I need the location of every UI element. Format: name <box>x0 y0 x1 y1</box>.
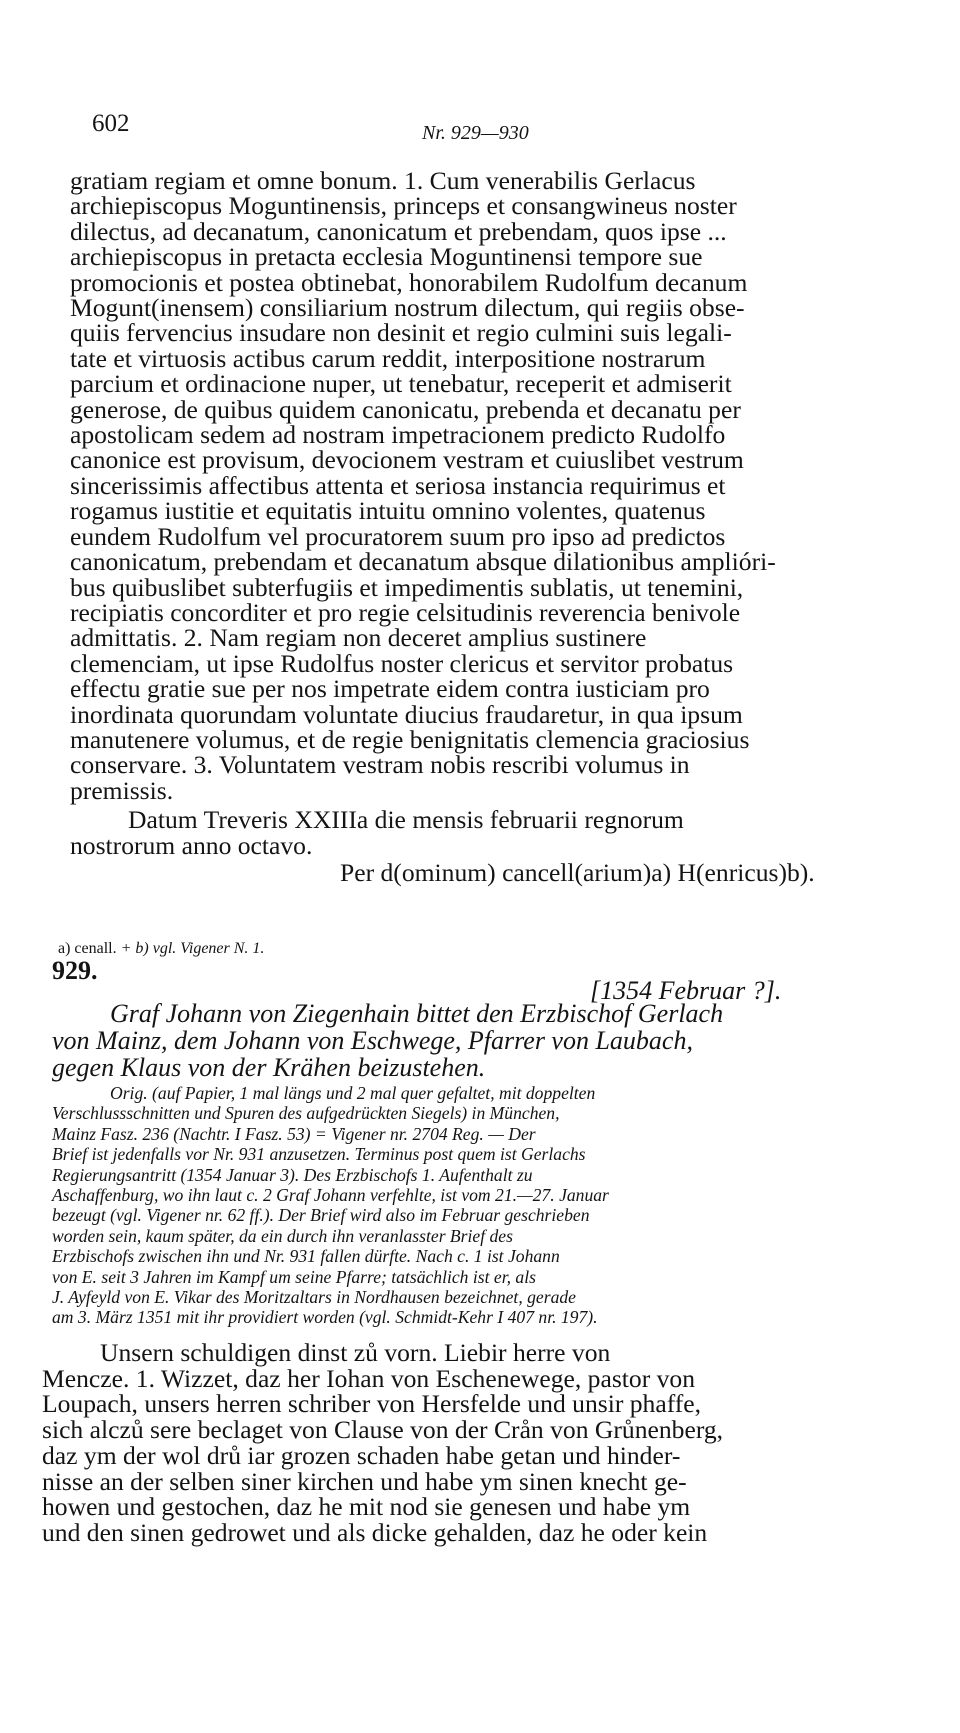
regest-line: von Mainz, dem Johann von Eschwege, Pfarrer von Laubach, <box>52 1026 693 1055</box>
document-date: [1354 Februar ?]. <box>590 976 782 1005</box>
letter-line: howen und gestochen, daz he mit nod sie genesen und habe ym <box>42 1492 691 1522</box>
note-line: von E. seit 3 Jahren im Kampf um seine Pfarre; tatsächlich ist er, als <box>52 1266 536 1287</box>
source-notes <box>52 1083 852 1328</box>
letter-line: und den sinen gedrowet und als dicke gehalden, daz he oder kein <box>42 1517 708 1547</box>
datum-line: Datum Treveris XXIIIa die mensis februarii regnorum <box>128 805 684 835</box>
text-line: bus quibuslibet subterfugiis et impedimentis sublatis, ut tenemini, <box>70 572 744 602</box>
text-line: promocionis et postea obtinebat, honorabilem Rudolfum decanum <box>70 267 748 297</box>
regest-line: gegen Klaus von der Krähen beizustehen. <box>52 1053 486 1082</box>
note-line: Erzbischofs zwischen ihn und Nr. 931 fallen dürfte. Nach c. 1 ist Johann <box>52 1246 560 1267</box>
note-line: Brief ist jedenfalls vor Nr. 931 anzusetzen. Terminus post quem ist Gerlachs <box>52 1144 586 1165</box>
text-line: quiis fervencius insudare non desinit et regio culmini suis legali- <box>70 318 732 348</box>
footnote-a: a) cenall. <box>58 940 117 957</box>
letter-line: nisse an der selben siner kirchen und habe ym sinen knecht ge- <box>42 1466 687 1496</box>
text-line: clemenciam, ut ipse Rudolfus noster clericus et servitor probatus <box>70 648 734 678</box>
letter-line: sich alczů sere beclaget von Clause von der Crån von Grůnenberg, <box>42 1415 724 1445</box>
note-line: Verschlussschnitten und Spuren des aufgedrückten Siegels) in München, <box>52 1103 560 1124</box>
text-line: admittatis. 2. Nam regiam non deceret amplius sustinere <box>70 623 647 653</box>
letter-text <box>42 1340 847 1546</box>
page-header <box>92 110 882 150</box>
page-number: 602 <box>92 110 130 137</box>
note-line: worden sein, kaum später, da ein durch ihn veranlasster Brief des <box>52 1225 513 1246</box>
text-line: manutenere volumus, et de regie benignitatis clemencia graciosius <box>70 724 750 754</box>
text-line: archiepiscopus in pretacta ecclesia Moguntinensi tempore sue <box>70 242 703 272</box>
note-line: Orig. (auf Papier, 1 mal längs und 2 mal quer gefaltet, mit doppelten <box>110 1083 596 1103</box>
letter-line: daz ym der wol drů iar grozen schaden habe getan und hinder- <box>42 1440 681 1470</box>
text-line: dilectus, ad decanatum, canonicatum et prebendam, quos ipse ... <box>70 216 727 246</box>
running-head: Nr. 929—930 <box>422 122 529 144</box>
note-line: Mainz Fasz. 236 (Nachtr. I Fasz. 53) = Vigener nr. 2704 Reg. — Der <box>52 1123 536 1144</box>
text-line: sincerissimis affectibus attenta et seriosa instancia requirimus et <box>70 470 726 500</box>
text-line: effectu gratie sue per nos impetrate eidem contra iusticiam pro <box>70 674 710 704</box>
regest-line: Graf Johann von Ziegenhain bittet den Erzbischof Gerlach <box>110 999 724 1028</box>
note-line: am 3. März 1351 mit ihr providiert worden (vgl. Schmidt-Kehr I 407 nr. 197). <box>52 1307 598 1328</box>
text-line: tate et virtuosis actibus carum reddit, interpositione nostrarum <box>70 343 706 373</box>
text-line: apostolicam sedem ad nostram impetracionem predicto Rudolfo <box>70 420 726 450</box>
signature-line: Per d(ominum) cancell(arium)a) H(enricus)b). <box>340 857 815 887</box>
text-line: inordinata quorundam voluntate diucius fraudaretur, in qua ipsum <box>70 699 743 729</box>
text-line: conservare. 3. Voluntatem vestram nobis rescribi volumus in <box>70 750 690 780</box>
text-line: generose, de quibus quidem canonicatu, prebenda et decanatu per <box>70 394 741 424</box>
note-line: J. Ayfeyld von E. Vikar des Moritzaltars in Nordhausen bezeichnet, gerade <box>52 1287 576 1308</box>
letter-line: Mencze. 1. Wizzet, daz her Iohan von Eschenewege, pastor von <box>42 1363 696 1393</box>
text-line: canonice est provisum, devocionem vestram et cuiuslibet vestrum <box>70 445 744 475</box>
note-line: Regierungsantritt (1354 Januar 3). Des Erzbischofs 1. Aufenthalt zu <box>52 1164 533 1185</box>
text-line: premissis. <box>70 775 174 805</box>
footnote-b: + b) vgl. Vigener N. 1. <box>120 940 265 957</box>
text-line: recipiatis concorditer et pro regie celsitudinis reverencia benivole <box>70 597 741 627</box>
document-number: 929. <box>52 956 98 985</box>
note-line: bezeugt (vgl. Vigener nr. 62 ff.). Der Brief wird also im Februar geschrieben <box>52 1205 590 1226</box>
text-line: rogamus iustitie et equitatis intuitu omnino volentes, quatenus <box>70 496 706 526</box>
document-930-continuation <box>70 168 860 885</box>
text-line: Mogunt(inensem) consiliarium nostrum dilectum, qui regiis obse- <box>70 293 745 323</box>
letter-line: Loupach, unsers herren schriber von Hersfelde und unsir phaffe, <box>42 1389 702 1419</box>
text-line: gratiam regiam et omne bonum. 1. Cum venerabilis Gerlacus <box>70 166 696 195</box>
text-line: canonicatum, prebendam et decanatum absque dilationibus amplióri- <box>70 547 776 577</box>
letter-line: Unsern schuldigen dinst zů vorn. Liebir herre von <box>100 1338 611 1367</box>
note-line: Aschaffenburg, wo ihn laut c. 2 Graf Johann verfehlte, ist vom 21.—27. Januar <box>52 1185 609 1206</box>
text-line: archiepiscopus Moguntinensis, princeps et consangwineus noster <box>70 191 737 221</box>
text-line: parcium et ordinacione nuper, ut tenebatur, receperit et admiserit <box>70 369 732 399</box>
text-line: eundem Rudolfum vel procuratorem suum pro ipso ad predictos <box>70 521 726 551</box>
datum-line: nostrorum anno octavo. <box>70 830 313 860</box>
regest <box>52 1000 852 1081</box>
